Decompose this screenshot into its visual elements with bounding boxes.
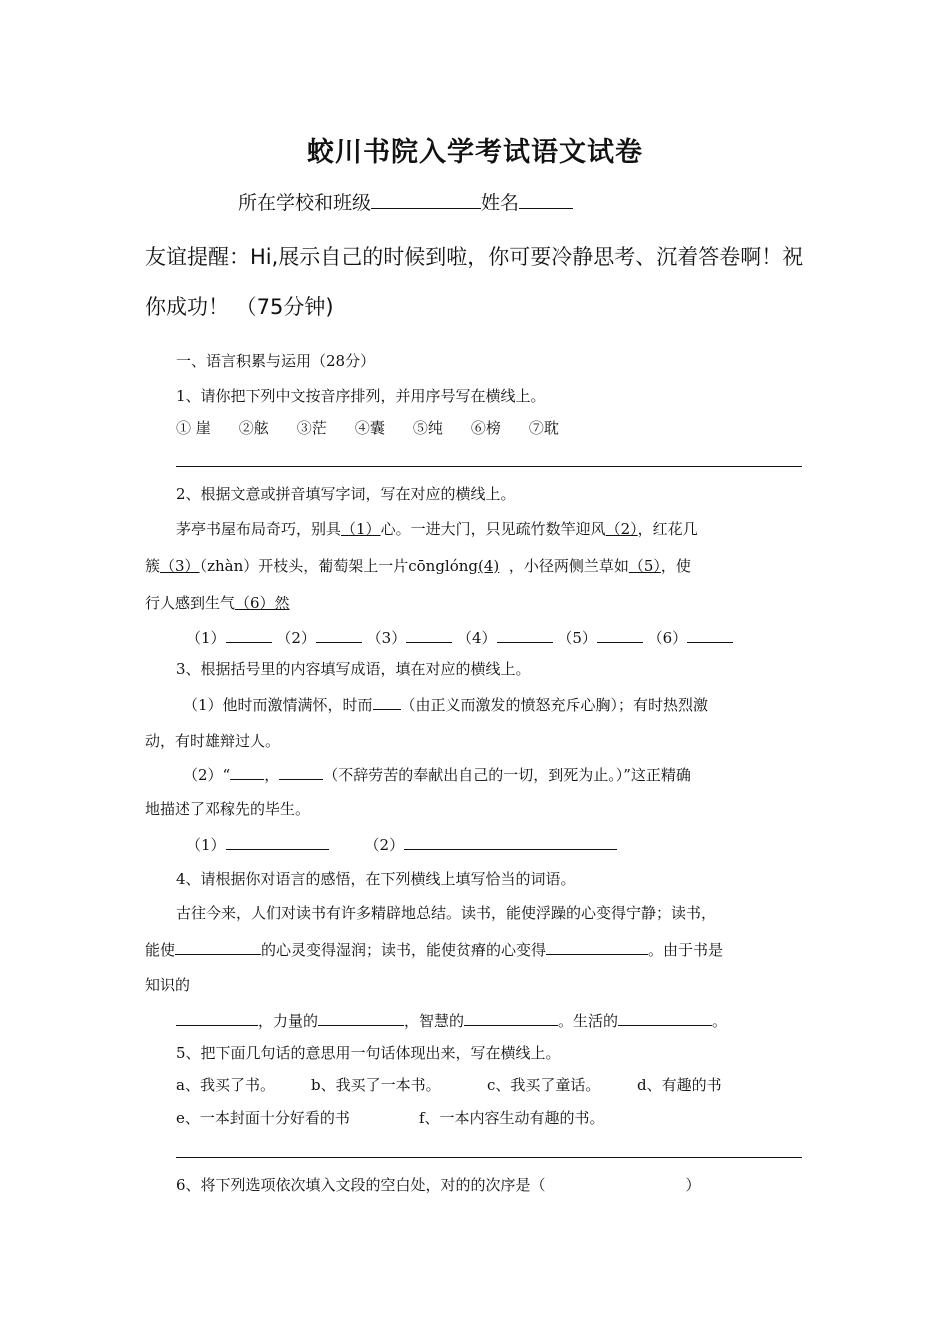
question-5-prompt: 5、把下面几句话的意思用一句话体现出来，写在横线上。 [176,1044,561,1062]
reminder-text: 友谊提醒：Hi,展示自己的时候到啦，你可要冷静思考、沉着答卷啊！祝你成功！ （75分钟) [145,245,804,319]
text-span: ， [264,766,280,784]
answer-line-1[interactable] [176,466,802,467]
q2-passage-line-3 [145,593,290,613]
answer-blank[interactable] [497,627,553,643]
q5-row-2 [176,1108,605,1128]
school-class-label: 所在学校和班级 [238,192,372,214]
option-item: ④囊 [354,419,385,437]
answer-label: （2） [364,836,405,854]
blank-5[interactable]: （5） [628,557,661,575]
blank-2[interactable]: （2） [605,520,638,538]
text-span: （zhàn）开枝头，葡萄架上一片cōnglóng [199,557,479,575]
q4-blank-5[interactable] [464,1010,558,1026]
answer-blank[interactable] [597,627,643,643]
name-blank[interactable] [519,190,573,209]
answer-label: （6） [647,629,688,647]
q2-passage-line-1 [176,519,698,539]
text-span: 的心灵变得湿润；读书，能使贫瘠的心变得 [261,941,547,959]
text-span: （1）他时而激情满怀，时而 [183,696,373,714]
question-1-prompt: 1、请你把下列中文按音序排列，并用序号写在横线上。 [176,387,546,405]
answer-blank[interactable] [316,627,362,643]
q3-answer-row [186,834,617,855]
text-span: 。生活的 [558,1012,619,1030]
school-class-blank[interactable] [371,190,481,209]
answer-blank[interactable] [404,834,617,850]
q2-answer-row [186,627,733,648]
option-item: ②舷 [238,419,269,437]
answer-blank[interactable] [226,834,329,850]
answer-line-5[interactable] [176,1157,802,1158]
blank-1[interactable]: （1） [341,520,381,538]
text-span: ，力量的 [258,1012,319,1030]
question-3-prompt: 3、根据括号里的内容填写成语，填在对应的横线上。 [176,660,531,678]
q3-item-1-cont: 动，有时雄辩过人。 [145,732,281,750]
text-span: 。 [712,1012,728,1030]
q4-blank-3[interactable] [176,1010,258,1026]
option-item: ③茫 [296,419,327,437]
option-item: ⑤纯 [412,419,443,437]
question-6-prompt [176,1175,701,1195]
idiom-blank-1[interactable] [373,694,401,710]
text-span: ，使 [660,557,691,575]
sentence-item: c、我买了童话。 [487,1076,601,1094]
answer-blank[interactable] [687,627,733,643]
blank-3[interactable]: （3） [160,557,200,575]
answer-label: （5） [557,629,597,647]
text-span: ，智慧的 [404,1012,465,1030]
option-item: ⑥榜 [470,419,501,437]
q4-blank-2[interactable] [546,939,648,955]
text-span: ） [685,1176,701,1194]
answer-label: （3） [366,629,407,647]
section-heading: 一、语言积累与运用（28分） [176,352,376,370]
sentence-item: b、我买了一本书。 [311,1076,441,1094]
exam-title: 蛟川书院入学考试语文试卷 [307,137,643,168]
text-span: 茅亭书屋布局奇巧，别具 [176,520,342,538]
text-span: 。由于书是 [648,941,724,959]
text-span: 能使 [145,941,176,959]
q4-blank-1[interactable] [175,939,261,955]
answer-label: （1） [186,629,226,647]
blank-6[interactable]: （6）然 [235,594,290,612]
q4-line-4 [176,1010,727,1031]
text-span: （2）“ [183,766,231,784]
text-span: 6、将下列选项依次填入文段的空白处，对的的次序是（ [176,1176,546,1194]
name-label: 姓名 [481,192,520,214]
blank-4[interactable]: (4) [478,557,500,575]
answer-label: （4） [456,629,497,647]
question-4-prompt: 4、请根据你对语言的感悟，在下列横线上填写恰当的词语。 [176,870,576,888]
q2-passage-line-2 [145,556,691,576]
answer-label: （2） [276,629,316,647]
option-item: ⑦耽 [528,419,559,437]
q4-blank-4[interactable] [318,1010,404,1026]
text-span: 行人感到生气 [145,594,236,612]
q4-line-2 [145,939,723,960]
answer-blank[interactable] [406,627,452,643]
q3-item-2-cont: 地描述了邓稼先的毕生。 [145,800,311,818]
sentence-item: d、有趣的书 [637,1076,722,1094]
sentence-item: e、一本封面十分好看的书 [176,1109,350,1127]
text-span: （不辞劳苦的奉献出自己的一切，到死为止。）”这正精确 [323,766,691,784]
q4-blank-6[interactable] [618,1010,712,1026]
q4-line-1: 古往今来，人们对读书有许多精辟地总结。读书，能使浮躁的心变得宁静；读书， [176,904,717,922]
header-line [238,188,573,215]
idiom-blank-2b[interactable] [279,764,323,780]
answer-label: （1） [186,836,226,854]
q4-line-3: 知识的 [145,976,191,994]
sentence-item: f、一本内容生动有趣的书。 [419,1109,605,1127]
q5-row-1 [176,1075,722,1095]
q3-item-1 [183,694,708,715]
question-2-prompt: 2、根据文意或拼音填写字词，写在对应的横线上。 [176,485,516,503]
sentence-item: a、我买了书。 [176,1076,275,1094]
option-item: ① 崖 [176,419,211,437]
answer-blank[interactable] [226,627,272,643]
q3-item-2 [183,764,691,785]
text-span: （由正义而激发的愤怒充斥心胸）；有时热烈激 [400,696,709,714]
text-span: ，红花几 [637,520,698,538]
text-span: 心。一进大门，只见疏竹数竿迎风 [380,520,606,538]
question-1-options [176,418,587,438]
text-span: 簇 [145,557,161,575]
text-span: ，小径两侧兰草如 [508,557,629,575]
idiom-blank-2a[interactable] [230,764,264,780]
